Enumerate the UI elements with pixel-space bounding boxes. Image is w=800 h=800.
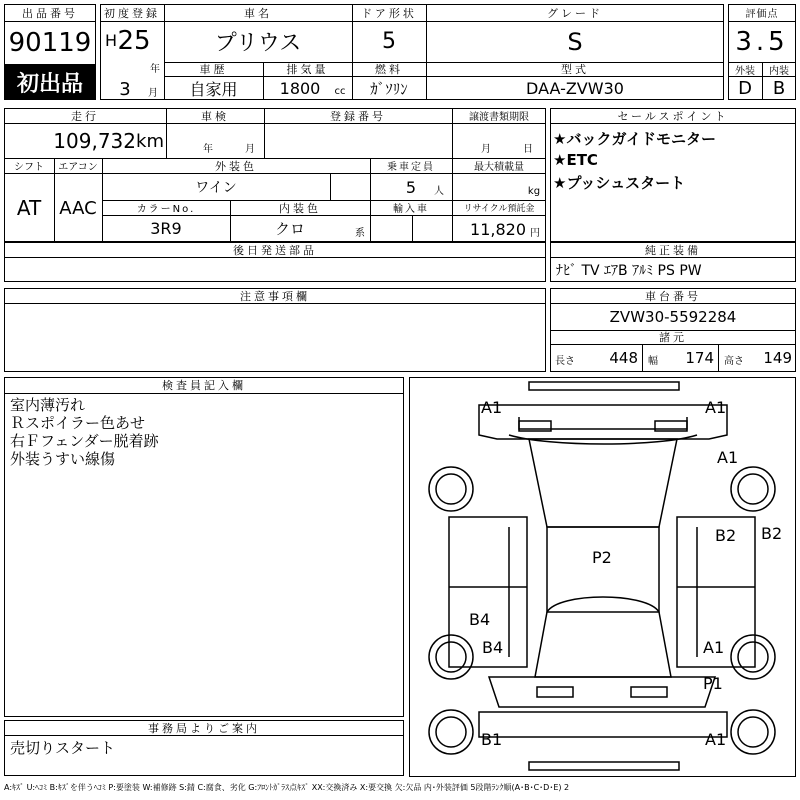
inspection-month-unit: 月 (245, 143, 255, 154)
interior-color-label: 内装色 (279, 201, 321, 215)
recycle-label: リサイクル預託金 (463, 204, 535, 214)
car-name: プリウス (214, 31, 302, 56)
width-label: 幅 (648, 355, 658, 367)
mark-a1-front-right: A1 (705, 398, 727, 417)
interior-grade: B (772, 77, 786, 99)
transfer-day-unit: 日 (523, 143, 533, 154)
mark-b2-right-door: B2 (715, 526, 737, 545)
rear-plate-shape (529, 762, 679, 770)
equipment-value: ﾅﾋﾞ TV ｴｱB ｱﾙﾐ PS PW (556, 262, 702, 279)
exterior-grade: D (738, 77, 752, 99)
roof-shape (547, 527, 659, 612)
registration-month: 3 (119, 78, 131, 100)
mark-a1-front-left: A1 (481, 398, 503, 417)
mark-a1-rear-right: A1 (705, 730, 727, 749)
shift-label: シフト (14, 162, 44, 173)
inspection-year-unit: 年 (203, 143, 213, 154)
inspector-label: 検査員記入欄 (162, 379, 246, 392)
max-load-label: 最大積載量 (474, 162, 524, 173)
registration-era: H (104, 30, 118, 50)
equipment-label: 純正装備 (645, 243, 701, 257)
color-number-label: カラーNo. (136, 204, 196, 215)
recycle-fee: 11,820 (470, 219, 526, 239)
mark-b1-rear-left: B1 (481, 730, 503, 749)
sales-point-2: ★ETC (553, 151, 598, 169)
fuel-label: 燃料 (375, 63, 403, 76)
front-grille-shape (529, 382, 679, 390)
transfer-month-unit: 月 (481, 143, 491, 154)
displacement-unit: cc (334, 85, 346, 97)
mark-p2-roof: P2 (592, 548, 612, 567)
exterior-label: 外装 (735, 65, 755, 76)
inspector-note-2: Ｒスポイラー色あせ (10, 414, 146, 432)
capacity-unit: 人 (434, 185, 444, 196)
sales-points-label: セールスポイント (617, 109, 729, 123)
lot-number: 90119 (8, 27, 92, 58)
mark-b4-left-rear-door: B4 (469, 610, 491, 629)
inspector-notes (10, 396, 400, 468)
registration-year: 25 (117, 26, 151, 56)
mileage-label: 走行 (71, 109, 99, 123)
import-label: 輸入車 (393, 204, 429, 215)
displacement-label: 排気量 (286, 63, 329, 76)
left-taillamp-shape (537, 687, 573, 697)
later-parts-value (4, 258, 546, 281)
door-label: ドア形状 (361, 6, 417, 20)
recycle-fee-unit: 円 (530, 227, 540, 238)
month-unit: 月 (148, 87, 158, 98)
inspector-note-1: 室内薄汚れ (10, 396, 86, 414)
fuel: ｶﾞｿﾘﾝ (370, 79, 408, 98)
mark-b2-right-side: B2 (761, 524, 783, 543)
length-label: 長さ (555, 355, 575, 367)
grade: S (567, 27, 583, 56)
year-unit: 年 (150, 63, 160, 74)
transfer-docs-label: 譲渡書類期限 (469, 112, 529, 123)
lot-number-label: 出品番号 (22, 6, 78, 20)
office-label: 事務局よりご案内 (148, 721, 260, 735)
history-label: 車歴 (199, 63, 228, 76)
right-taillamp-shape (631, 687, 667, 697)
mark-b4-left-rear: B4 (482, 638, 504, 657)
history: 自家用 (189, 79, 238, 99)
door-count: 5 (382, 29, 396, 54)
exterior-color: ワイン (195, 179, 237, 196)
capacity: 5 (405, 177, 417, 197)
registration-number-label: 登録番号 (330, 109, 386, 123)
front-bumper-shape (479, 405, 727, 439)
capacity-label: 乗車定員 (387, 162, 435, 173)
legend: A:ｷｽﾞ U:ﾍｺﾐ B:ｷｽﾞを伴うﾍｺﾐ P:要塗装 W:補修跡 S:錆 C:腐食、劣化 G:ﾌﾛﾝﾄｶﾞﾗｽ点ｷｽﾞ XX:交換済み X:要交換 欠:欠品 内･外装評価 5段階ﾗﾝｸ順(A･B･C･D･E) 2 (4, 782, 570, 792)
overall-score: 3.5 (735, 26, 789, 57)
inspector-note-4: 外装うすい線傷 (10, 450, 116, 468)
registration-label: 初度登録 (104, 6, 160, 20)
notes-label: 注意事項欄 (240, 289, 310, 303)
rear-window-shape (535, 597, 671, 677)
length-value: 448 (609, 349, 638, 367)
mark-p1-right-rear: P1 (703, 674, 723, 693)
aircon-label: エアコン (58, 162, 98, 173)
shift-type: AT (16, 196, 42, 220)
aircon-type: AAC (59, 197, 97, 219)
inspector-note-3: 右Ｆフェンダー脱着跡 (10, 432, 159, 450)
height-label: 高さ (724, 355, 744, 367)
interior-color: クロ (274, 220, 305, 238)
car-name-label: 車名 (244, 6, 272, 20)
sales-point-3: ★プッシュスタート (553, 173, 686, 192)
inspection-label: 車検 (201, 109, 229, 123)
windshield-shape (529, 439, 677, 527)
max-load-unit: kg (527, 185, 541, 197)
first-listing-badge: 初出品 (5, 65, 95, 99)
model-code: DAA-ZVW30 (526, 78, 624, 98)
mileage: 109,732 (53, 129, 136, 153)
sales-point-1: ★バックガイドモニター (553, 129, 716, 148)
chassis-number: ZVW30-5592284 (609, 308, 737, 326)
trunk-shape (489, 677, 715, 707)
rear-bumper-shape (479, 712, 727, 737)
score-label: 評価点 (745, 9, 779, 20)
front-bumper-inner-shape (519, 417, 687, 429)
exterior-color-label: 外装色 (215, 159, 257, 173)
mileage-unit: km (136, 130, 164, 152)
mark-a1-right-front: A1 (717, 448, 739, 467)
chassis-number-label: 車台番号 (645, 289, 701, 303)
office-message: 売切りスタート (10, 738, 116, 757)
displacement: 1800 (279, 78, 321, 98)
interior-label: 内装 (769, 65, 789, 76)
color-number: 3R9 (150, 219, 182, 238)
model-label: 型式 (561, 63, 589, 76)
notes-value (4, 304, 546, 344)
interior-color-suffix: 系 (355, 227, 365, 238)
mark-a1-right-rear: A1 (703, 638, 725, 657)
later-parts-label: 後日発送部品 (233, 243, 317, 257)
height-value: 149 (763, 349, 792, 367)
car-diagram (409, 377, 796, 777)
specs-label: 諸元 (659, 331, 687, 344)
grade-label: グレード (547, 6, 603, 20)
width-value: 174 (685, 349, 714, 367)
